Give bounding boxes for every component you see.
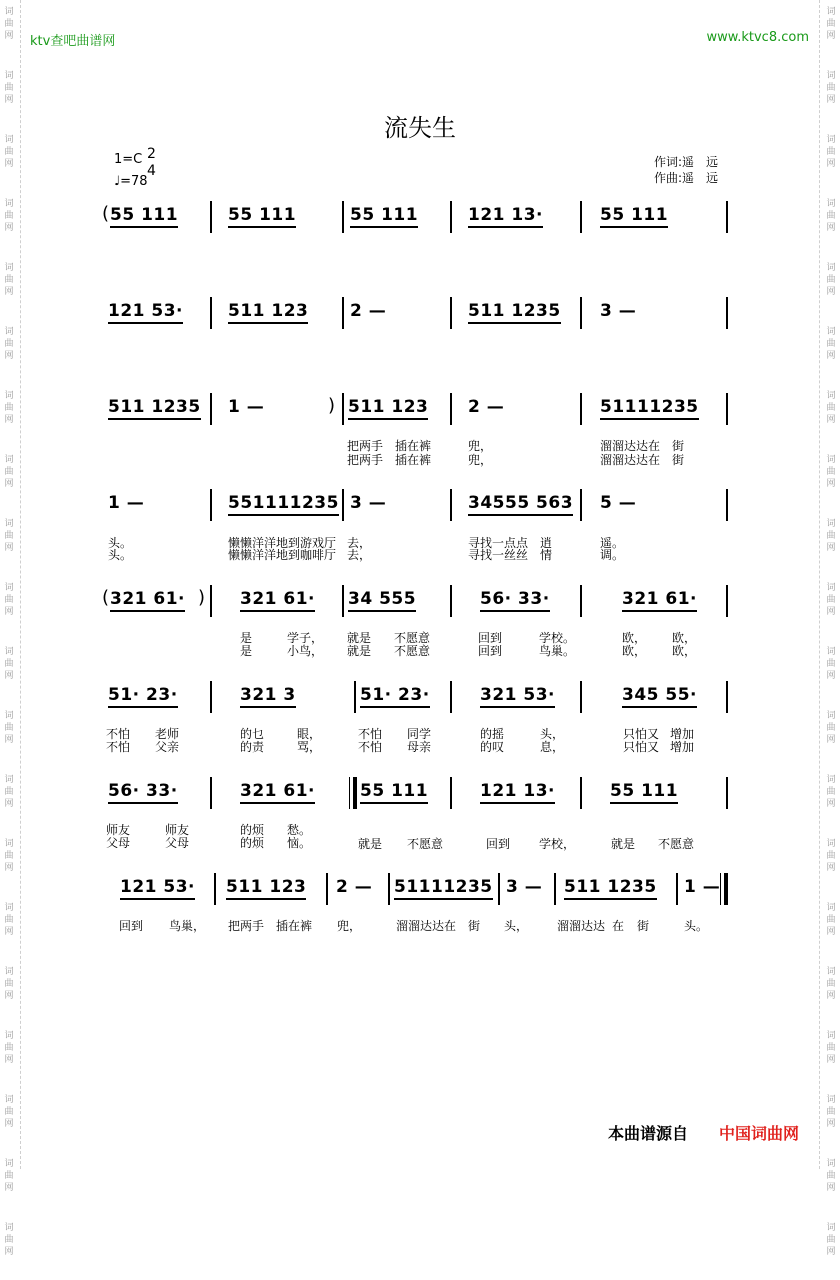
measure: 551111235 <box>228 493 339 516</box>
bar-line <box>450 585 452 617</box>
lyric: 是 <box>240 644 253 658</box>
bar-line <box>580 681 582 713</box>
lyric: 回到 <box>119 919 144 933</box>
bar-line <box>726 297 728 329</box>
composer-credit: 作曲:遥 远 <box>654 171 719 185</box>
repeat-end-thick <box>724 873 728 905</box>
lyric: 逍 <box>540 536 553 550</box>
measure: 511 123 <box>226 877 306 900</box>
bar-line <box>726 585 728 617</box>
lyric: 父亲 <box>155 740 180 754</box>
lyric: 就是 <box>347 631 372 645</box>
lyric: 父母 <box>165 836 190 850</box>
lyric: 骂， <box>297 740 322 754</box>
lyric: 增加 <box>670 740 695 754</box>
bar-line <box>450 681 452 713</box>
lyric: 不愿意 <box>658 837 695 851</box>
bar-line <box>580 585 582 617</box>
lyric: 调。 <box>600 548 625 562</box>
measure: 121 13· <box>468 205 543 228</box>
lyric: 息， <box>540 740 565 754</box>
lyric: 的责 <box>240 740 265 754</box>
lyric: 情 <box>540 548 553 562</box>
measure: 55 111 <box>360 781 428 804</box>
score-row-1 <box>102 201 730 233</box>
tempo-mark: ♩=78 <box>114 174 148 189</box>
measure: 321 61· <box>240 781 315 804</box>
bar-line <box>554 873 556 905</box>
repeat-paren-close: ) <box>198 587 206 608</box>
bar-line <box>326 873 328 905</box>
bar-line <box>498 873 500 905</box>
measure: 121 53· <box>108 301 183 324</box>
lyric: 街 <box>468 919 481 933</box>
lyric: 不怕 <box>358 740 383 754</box>
bar-line <box>210 777 212 809</box>
bar-line <box>450 201 452 233</box>
measure: 121 53· <box>120 877 195 900</box>
lyric: 就是 <box>347 644 372 658</box>
bar-line <box>354 681 356 713</box>
score-row-6 <box>102 681 730 713</box>
lyric: 学校。 <box>539 631 576 645</box>
time-sig-bottom: 4 <box>147 163 156 179</box>
lyric: 学子， <box>287 631 324 645</box>
left-watermark-strip: 词 曲 网 词 曲 网 词 曲 网 词 曲 网 词 曲 网 词 曲 网 词 曲 网 词 曲 网 词 曲 网 词 曲 网 词 曲 网 词 曲 网 词 曲 网 词 曲 网 词 曲 网 词 曲 网 词 曲 网 词 曲 网 词 曲 网 词 曲 网 <box>4 7 14 1257</box>
bar-line <box>580 297 582 329</box>
lyric: 遥。 <box>600 536 625 550</box>
lyric: 学校， <box>539 837 576 851</box>
measure: 121 13· <box>480 781 555 804</box>
measure: 345 55· <box>622 685 697 708</box>
lyric: 兜， <box>468 453 493 467</box>
measure: 5 — <box>600 493 637 513</box>
measure: 2 — <box>336 877 373 897</box>
measure: 55 111 <box>350 205 418 228</box>
header-site-url[interactable]: www.ktvc8.com <box>706 30 809 45</box>
measure: 2 — <box>468 397 505 417</box>
time-sig-top: 2 <box>147 146 156 162</box>
lyric: 的摇 <box>480 727 505 741</box>
lyric: 头， <box>540 727 565 741</box>
lyric: 的叹 <box>480 740 505 754</box>
measure: 3 — <box>600 301 637 321</box>
measure: 51· 23· <box>360 685 430 708</box>
song-title: 流失生 <box>384 114 456 142</box>
bar-line <box>342 201 344 233</box>
lyric: 就是 <box>358 837 383 851</box>
lyric: 同学 <box>407 727 432 741</box>
lyric: 欧， <box>622 644 647 658</box>
bar-line <box>450 297 452 329</box>
bar-line <box>210 585 212 617</box>
lyric: 小鸟， <box>287 644 324 658</box>
right-watermark-strip: 词 曲 网 词 曲 网 词 曲 网 词 曲 网 词 曲 网 词 曲 网 词 曲 网 词 曲 网 词 曲 网 词 曲 网 词 曲 网 词 曲 网 词 曲 网 词 曲 网 词 曲 网 词 曲 网 词 曲 网 词 曲 网 词 曲 网 词 曲 网 <box>826 7 836 1257</box>
lyric: 把两手 <box>347 439 384 453</box>
bar-line <box>580 201 582 233</box>
lyric: 去， <box>347 548 372 562</box>
measure: 34 555 <box>348 589 416 612</box>
bar-line <box>342 489 344 521</box>
bar-line <box>210 201 212 233</box>
lyric: 只怕又 <box>623 740 660 754</box>
lyric: 街 <box>672 453 685 467</box>
repeat-paren-open: ( <box>102 587 110 608</box>
measure: 34555 563 <box>468 493 573 516</box>
bar-line <box>450 777 452 809</box>
bar-line <box>580 393 582 425</box>
lyric: 不怕 <box>358 727 383 741</box>
score-row-2 <box>102 297 730 329</box>
bar-line <box>342 393 344 425</box>
repeat-start-thin <box>349 777 350 809</box>
lyric: 不愿意 <box>407 837 444 851</box>
repeat-end-thin <box>720 873 721 905</box>
lyric: 把两手 <box>228 919 265 933</box>
lyric: 溜溜达达在 <box>396 919 457 933</box>
lyric: 不愿意 <box>394 644 431 658</box>
lyric: 眼， <box>297 727 322 741</box>
measure: 56· 33· <box>108 781 178 804</box>
lyric: 头。 <box>108 548 133 562</box>
measure: 55 111 <box>110 205 178 228</box>
lyric: 溜溜达达在 <box>600 439 661 453</box>
measure: 51111235 <box>394 877 493 900</box>
lyric: 鸟巢。 <box>539 644 576 658</box>
measure: 511 1235 <box>468 301 561 324</box>
lyric: 在 <box>612 919 625 933</box>
header-site-name[interactable]: ktv查吧曲谱网 <box>30 34 116 49</box>
score-row-4 <box>102 489 730 521</box>
lyric: 师友 <box>106 823 131 837</box>
lyric: 欧， <box>672 631 697 645</box>
measure: 1 — <box>228 397 265 417</box>
time-signature <box>147 146 156 180</box>
measure: 51111235 <box>600 397 699 420</box>
lyric: 头， <box>504 919 529 933</box>
measure: 511 1235 <box>108 397 201 420</box>
lyric: 插在裤 <box>395 439 432 453</box>
measure: 2 — <box>350 301 387 321</box>
repeat-paren-open: ( <box>102 203 110 224</box>
footer-source-label: 本曲谱源自 <box>608 1124 689 1143</box>
bar-line <box>580 489 582 521</box>
lyric: 欧， <box>622 631 647 645</box>
repeat-paren-close: ) <box>328 395 336 416</box>
score-row-3 <box>102 393 730 425</box>
measure: 321 3 <box>240 685 296 708</box>
bar-line <box>210 393 212 425</box>
measure: 3 — <box>350 493 387 513</box>
measure: 1 — <box>108 493 145 513</box>
measure: 3 — <box>506 877 543 897</box>
bar-line <box>342 297 344 329</box>
measure: 511 123 <box>228 301 308 324</box>
bar-line <box>676 873 678 905</box>
measure: 55 111 <box>600 205 668 228</box>
bar-line <box>726 777 728 809</box>
measure: 321 61· <box>622 589 697 612</box>
lyricist-credit: 作词:遥 远 <box>654 155 719 169</box>
score-row-7 <box>102 777 730 809</box>
lyric: 不怕 <box>106 727 131 741</box>
right-divider <box>819 0 820 1169</box>
lyric: 懒懒洋洋地到游戏厅 <box>228 536 337 550</box>
lyric: 寻找一点点 <box>468 536 529 550</box>
lyric: 插在裤 <box>395 453 432 467</box>
lyric: 去， <box>347 536 372 550</box>
measure: 51· 23· <box>108 685 178 708</box>
measure: 321 53· <box>480 685 555 708</box>
measure: 55 111 <box>228 205 296 228</box>
lyric: 老师 <box>155 727 180 741</box>
repeat-start-thick <box>353 777 357 809</box>
measure: 56· 33· <box>480 589 550 612</box>
lyric: 不愿意 <box>394 631 431 645</box>
lyric: 愁。 <box>287 823 312 837</box>
lyric: 的烦 <box>240 836 265 850</box>
bar-line <box>726 489 728 521</box>
lyric: 溜溜达达在 <box>600 453 661 467</box>
lyric: 街 <box>637 919 650 933</box>
lyric: 街 <box>672 439 685 453</box>
bar-line <box>342 585 344 617</box>
lyric: 的烦 <box>240 823 265 837</box>
measure: 511 123 <box>348 397 428 420</box>
lyric: 只怕又 <box>623 727 660 741</box>
lyric: 鸟巢， <box>169 919 206 933</box>
bar-line <box>214 873 216 905</box>
lyric: 插在裤 <box>276 919 313 933</box>
lyric: 的乜 <box>240 727 265 741</box>
key-signature: 1=C <box>114 152 143 167</box>
lyric: 就是 <box>611 837 636 851</box>
bar-line <box>726 201 728 233</box>
lyric: 兜， <box>337 919 362 933</box>
lyric: 溜溜达达 <box>557 919 606 933</box>
bar-line <box>210 681 212 713</box>
lyric: 头。 <box>108 536 133 550</box>
lyric: 回到 <box>478 644 503 658</box>
measure: 321 61· <box>240 589 315 612</box>
lyric: 懒懒洋洋地到咖啡厅 <box>228 548 337 562</box>
lyric: 回到 <box>486 837 511 851</box>
bar-line <box>726 681 728 713</box>
measure: 1 — <box>684 877 721 897</box>
lyric: 欧， <box>672 644 697 658</box>
measure: 321 61· <box>110 589 185 612</box>
bar-line <box>580 777 582 809</box>
lyric: 师友 <box>165 823 190 837</box>
footer-site-link[interactable]: 中国词曲网 <box>719 1124 800 1143</box>
lyric: 把两手 <box>347 453 384 467</box>
score-row-5 <box>102 585 730 617</box>
bar-line <box>726 393 728 425</box>
score-row-8 <box>102 873 730 905</box>
lyric: 是 <box>240 631 253 645</box>
measure: 55 111 <box>610 781 678 804</box>
lyric: 寻找一丝丝 <box>468 548 529 562</box>
lyric: 头。 <box>684 919 709 933</box>
bar-line <box>450 489 452 521</box>
lyric: 恼。 <box>287 836 312 850</box>
bar-line <box>450 393 452 425</box>
lyric: 不怕 <box>106 740 131 754</box>
measure: 511 1235 <box>564 877 657 900</box>
lyric: 母亲 <box>407 740 432 754</box>
lyric: 兜， <box>468 439 493 453</box>
bar-line <box>388 873 390 905</box>
bar-line <box>210 297 212 329</box>
lyric: 增加 <box>670 727 695 741</box>
left-divider <box>20 0 21 1169</box>
lyric: 回到 <box>478 631 503 645</box>
lyric: 父母 <box>106 836 131 850</box>
bar-line <box>210 489 212 521</box>
